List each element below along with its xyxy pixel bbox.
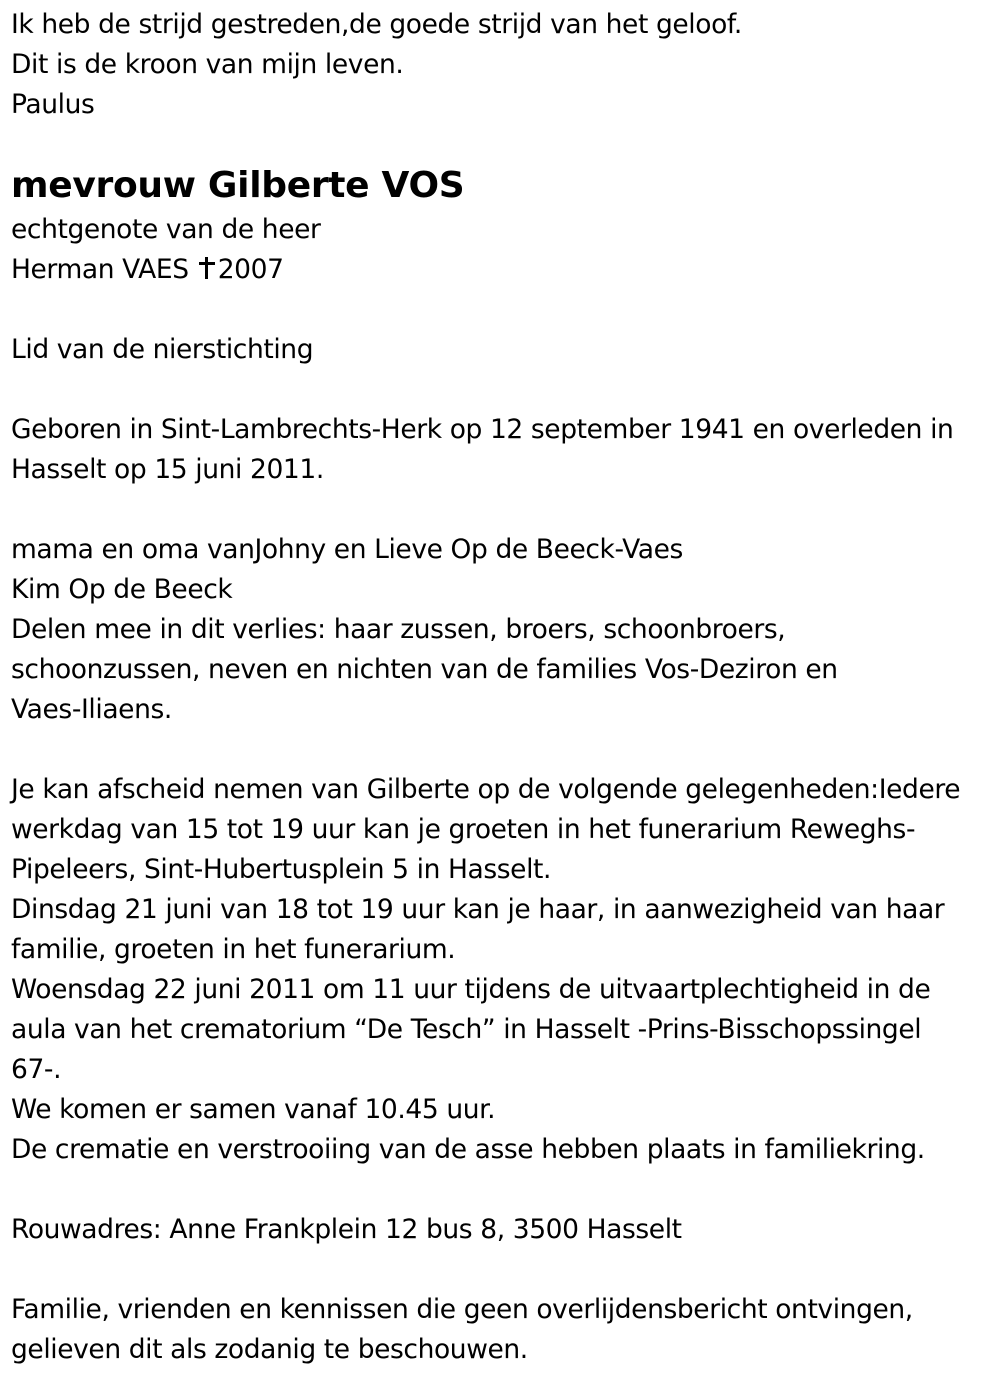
spacer (11, 490, 995, 530)
motto-line: Dit is de kroon van mijn leven. (11, 49, 404, 80)
spouse-intro: echtgenote van de heer (11, 214, 321, 245)
family-line: Delen mee in dit verlies: haar zussen, broers, schoonbroers, (11, 614, 786, 645)
family-line: Kim Op de Beeck (11, 574, 233, 605)
family-line: mama en oma vanJohny en Lieve Op de Beeck-Vaes (11, 534, 683, 565)
motto-author: Paulus (11, 89, 95, 120)
membership: Lid van de nierstichting (11, 334, 314, 365)
closing-line: Familie, vrienden en kennissen die geen overlijdensbericht ontvingen, (11, 1294, 913, 1325)
cross-icon (199, 257, 215, 279)
birth-death-text: Hasselt op 15 juni 2011. (11, 454, 324, 485)
farewell-line: De crematie en verstrooiing van de asse hebben plaats in familiekring. (11, 1134, 925, 1165)
spouse-name: Herman VAES (11, 254, 189, 285)
mourning-address: Rouwadres: Anne Frankplein 12 bus 8, 3500 Hasselt (11, 1214, 682, 1245)
farewell-line: aula van het crematorium “De Tesch” in Hasselt -Prins-Bisschopssingel (11, 1014, 922, 1045)
family-section (11, 530, 995, 730)
spacer (11, 290, 995, 330)
obituary-document (11, 5, 995, 1370)
farewell-line: Je kan afscheid nemen van Gilberte op de volgende gelegenheden:Iedere (11, 774, 961, 805)
spouse-death-year: 2007 (217, 254, 284, 285)
spacer (11, 1170, 995, 1210)
farewell-section (11, 770, 995, 1170)
farewell-line: Pipeleers, Sint-Hubertusplein 5 in Hasselt. (11, 854, 552, 885)
farewell-line: werkdag van 15 tot 19 uur kan je groeten in het funerarium Reweghs- (11, 814, 916, 845)
farewell-line: familie, groeten in het funerarium. (11, 934, 456, 965)
spacer (11, 370, 995, 410)
motto-quote (11, 5, 995, 125)
farewell-line: 67-. (11, 1054, 62, 1085)
farewell-line: Dinsdag 21 juni van 18 tot 19 uur kan je haar, in aanwezigheid van haar (11, 894, 945, 925)
deceased-name: mevrouw Gilberte VOS (11, 165, 465, 206)
spacer (11, 730, 995, 770)
farewell-line: We komen er samen vanaf 10.45 uur. (11, 1094, 496, 1125)
spacer (11, 1250, 995, 1290)
closing-line: gelieven dit als zodanig te beschouwen. (11, 1334, 528, 1365)
closing-note (11, 1290, 995, 1370)
family-line: Vaes-Iliaens. (11, 694, 172, 725)
spouse-line (11, 250, 995, 290)
birth-death-text: Geboren in Sint-Lambrechts-Herk op 12 september 1941 en overleden in (11, 414, 954, 445)
farewell-line: Woensdag 22 juni 2011 om 11 uur tijdens de uitvaartplechtigheid in de (11, 974, 931, 1005)
family-line: schoonzussen, neven en nichten van de families Vos-Deziron en (11, 654, 838, 685)
motto-line: Ik heb de strijd gestreden,de goede strijd van het geloof. (11, 9, 742, 40)
